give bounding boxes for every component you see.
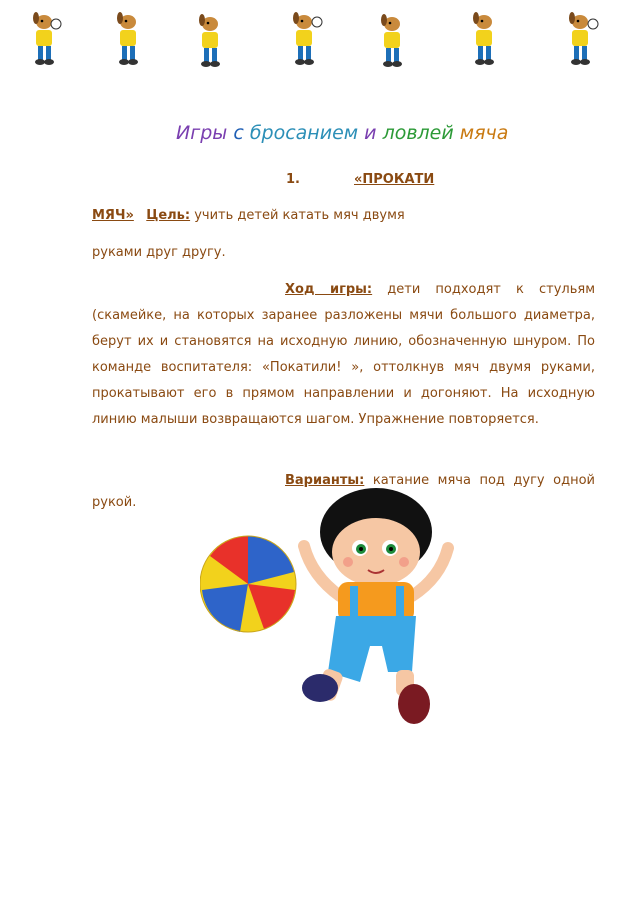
title-word: ловлей: [382, 122, 454, 144]
course-paragraph: [92, 277, 595, 433]
header-decoration-row: [0, 10, 640, 72]
title-word: Игры: [176, 122, 228, 144]
dog-mascot-icon: [190, 10, 230, 72]
goal-text-continued: руками друг другу.: [92, 245, 226, 260]
game-name-part2: МЯЧ»: [92, 208, 134, 223]
ball-icon: [200, 536, 296, 632]
title-word: и: [364, 122, 377, 144]
game-name-part1: «ПРОКАТИ: [354, 172, 435, 187]
goal-text: учить детей катать мяч двумя: [194, 208, 405, 223]
goal-line: [92, 206, 405, 226]
dog-mascot-icon: [372, 10, 412, 72]
variants-label: Варианты:: [285, 473, 365, 488]
game-number: 1.: [286, 172, 300, 187]
goal-label: Цель:: [146, 208, 191, 223]
title-word: бросанием: [249, 122, 359, 144]
title-word: мяча: [459, 122, 509, 144]
variants-text: катание мяча под дугу одной рукой.: [92, 473, 595, 510]
boy-figure: [302, 488, 448, 724]
course-label: Ход игры:: [285, 282, 373, 297]
dog-mascot-icon: [284, 10, 324, 72]
dog-mascot-icon: [560, 10, 600, 72]
title-word: с: [233, 122, 244, 144]
dog-mascot-icon: [24, 10, 64, 72]
boy-with-ball-picture: [200, 486, 470, 736]
course-text: дети подходят к стульям (скамейке, на которых заранее разложены мячи большого диаметра, берут их и становятся на исходную линию, обозначенную шнуром. По команде воспитателя: «Покатили! », оттолкнув мяч двумя руками, прокатывают его в прямом направлении и догоняют. На исходную линию малыши возвращаются шагом. Упражнение повторяется.: [92, 282, 596, 427]
page-title: [176, 122, 508, 144]
dog-mascot-icon: [108, 10, 148, 72]
dog-mascot-icon: [464, 10, 504, 72]
